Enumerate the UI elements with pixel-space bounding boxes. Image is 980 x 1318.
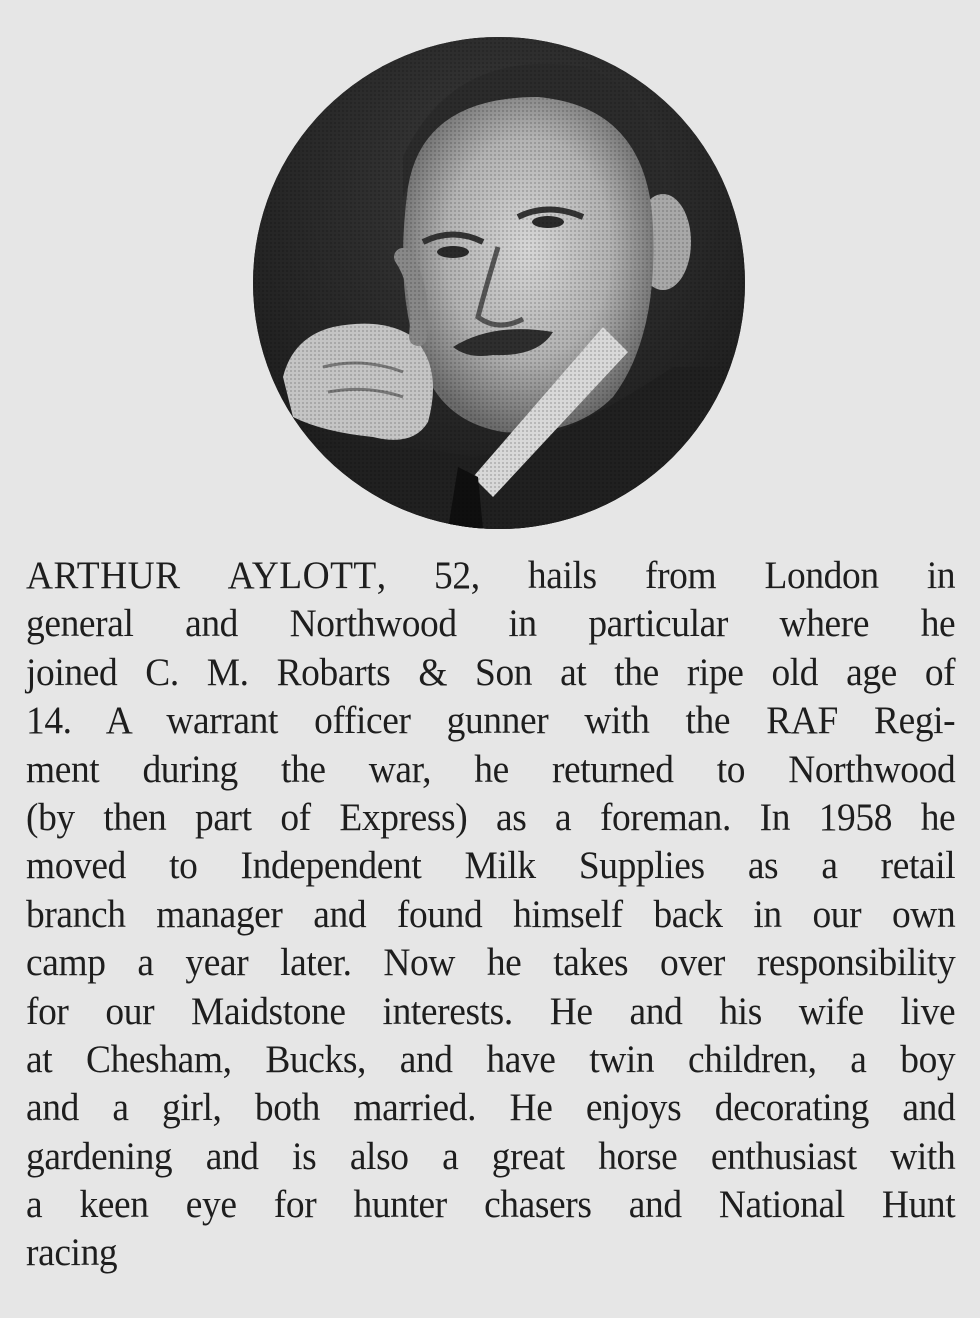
bio-line-10: for our Maidstone interests. He and his wife live [26,989,956,1033]
bio-line-4: 14. A warrant officer gunner with the RAF Regi- [26,699,956,743]
portrait-illustration [253,37,745,529]
bio-line-8: branch manager and found himself back in our own [26,892,956,936]
portrait-photo [253,37,745,529]
bio-line-1: ARTHUR AYLOTT, 52, hails from London in [26,554,956,597]
person-name: ARTHUR AYLOTT [26,554,377,597]
bio-line-12: and a girl, both married. He enjoys decorating and [26,1086,956,1130]
bio-line-3: joined C. M. Robarts & Son at the ripe old age of [26,650,956,694]
bio-line-6: (by then part of Express) as a foreman. In 1958 he [26,795,956,839]
bio-line-5: ment during the war, he returned to Northwood [26,747,956,791]
bio-line-2: general and Northwood in particular where he [26,602,956,646]
bio-line-15: racing [26,1231,118,1275]
bio-paragraph [26,552,955,1278]
bio-line-9: camp a year later. Now he takes over responsibility [26,941,956,985]
bio-line-13: gardening and is also a great horse enthusiast with [26,1134,956,1178]
bio-line-7: moved to Independent Milk Supplies as a retail [26,844,956,888]
bio-line-11: at Chesham, Bucks, and have twin children, a boy [26,1037,956,1081]
bio-line-14: a keen eye for hunter chasers and National Hunt [26,1183,956,1227]
